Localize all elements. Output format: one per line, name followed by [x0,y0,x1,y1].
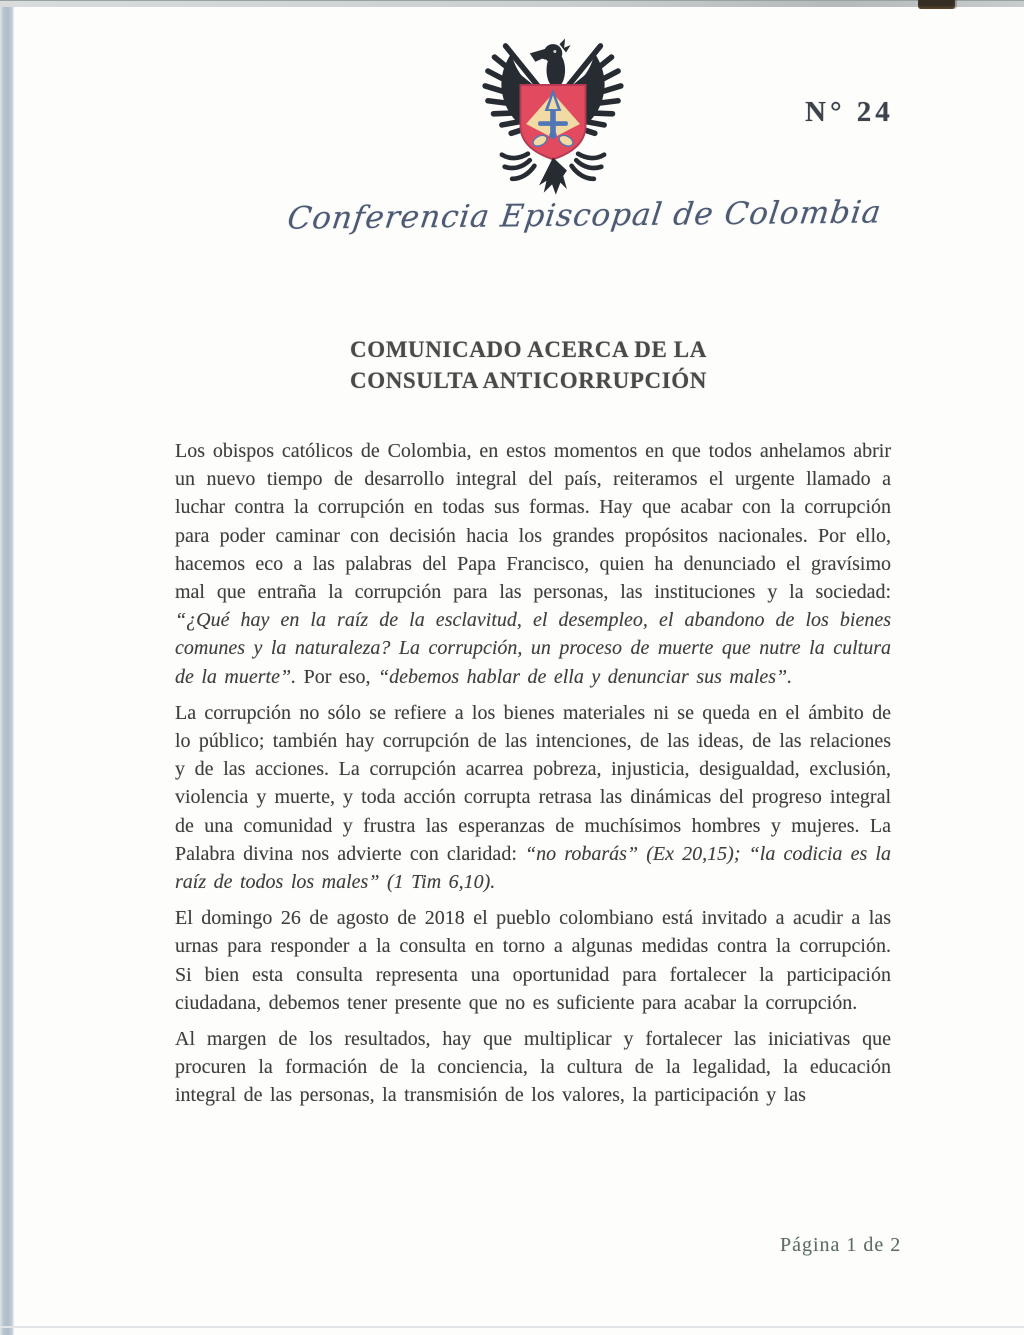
scan-edge-left [0,0,14,1335]
body-text-segment: Al margen de los resultados, hay que multiplicar y fortalecer las iniciativas que procuren la formación de la conciencia, la cultura de la legalidad, la educación integral de las personas, la transmisión de los valores, la participación y las [175,1028,891,1107]
document-title [350,334,707,396]
scan-edge-top [0,0,1024,7]
eagle-crest-icon [474,26,632,196]
body-text-segment: La corrupción no sólo se refiere a los bienes materiales ni se queda en el ámbito de lo público; también hay corrupción de las intenciones, de las ideas, de las relaciones y de las acciones. La corrupción acarrea pobreza, injusticia, desigualdad, exclusión, violencia y muerte, y toda acción corrupta retrasa las dinámicas del progreso integral de una comunidad y frustra las esperanzas de muchísimos hombres y mujeres. La Palabra divina nos advierte con claridad: [175,701,891,865]
body-text-segment: Los obispos católicos de Colombia, en estos momentos en que todos anhelamos abrir un nuevo tiempo de desarrollo integral del país, reiteramos el urgente llamado a luchar contra la corrupción en todas sus formas. Hay que acabar con la corrupción para poder caminar con decisión hacia los grandes propósitos nacionales. Por ello, hacemos eco a las palabras del Papa Francisco, quien ha denunciado el gravísimo mal que entraña la corrupción para las personas, las instituciones y la sociedad: [175,440,891,604]
title-line-1: COMUNICADO ACERCA DE LA [350,337,707,362]
body-paragraph [175,1025,891,1110]
scan-corner-mark [918,0,955,9]
body-text-segment: El domingo 26 de agosto de 2018 el pueblo colombiano está invitado a acudir a las urnas para responder a la consulta en torno a algunas medidas contra la corrupción. Si bien esta consulta representa una oportunidad para fortalecer la participación ciudadana, debemos tener presente que no es suficiente para acabar la corrupción. [175,907,891,1014]
scan-edge-bottom [0,1326,1024,1328]
body-paragraph [175,904,891,1017]
coat-of-arms-emblem [474,26,632,196]
body-paragraph [175,437,891,691]
quoted-italic-text: “¿Qué hay en la raíz de la esclavitud, el desempleo, el abandono de los bienes comunes y la naturaleza? La corrupción, un proceso de muerte que nutre la cultura de la muerte”. [175,609,891,688]
quoted-italic-text: “no robarás” (Ex 20,15); “la codicia es la raíz de todos los males” (1 Tim 6,10). [175,842,891,894]
quoted-italic-text: “debemos hablar de ella y denunciar sus males”. [378,665,793,688]
body-paragraph [175,699,891,896]
document-body [175,437,891,1118]
body-text-segment: Por eso, [296,665,379,688]
document-number: N° 24 [805,96,894,128]
title-line-2: CONSULTA ANTICORRUPCIÓN [350,368,707,393]
page-number-indicator: Página 1 de 2 [780,1234,902,1256]
organization-name-script: Conferencia Episcopal de Colombia [285,194,884,237]
